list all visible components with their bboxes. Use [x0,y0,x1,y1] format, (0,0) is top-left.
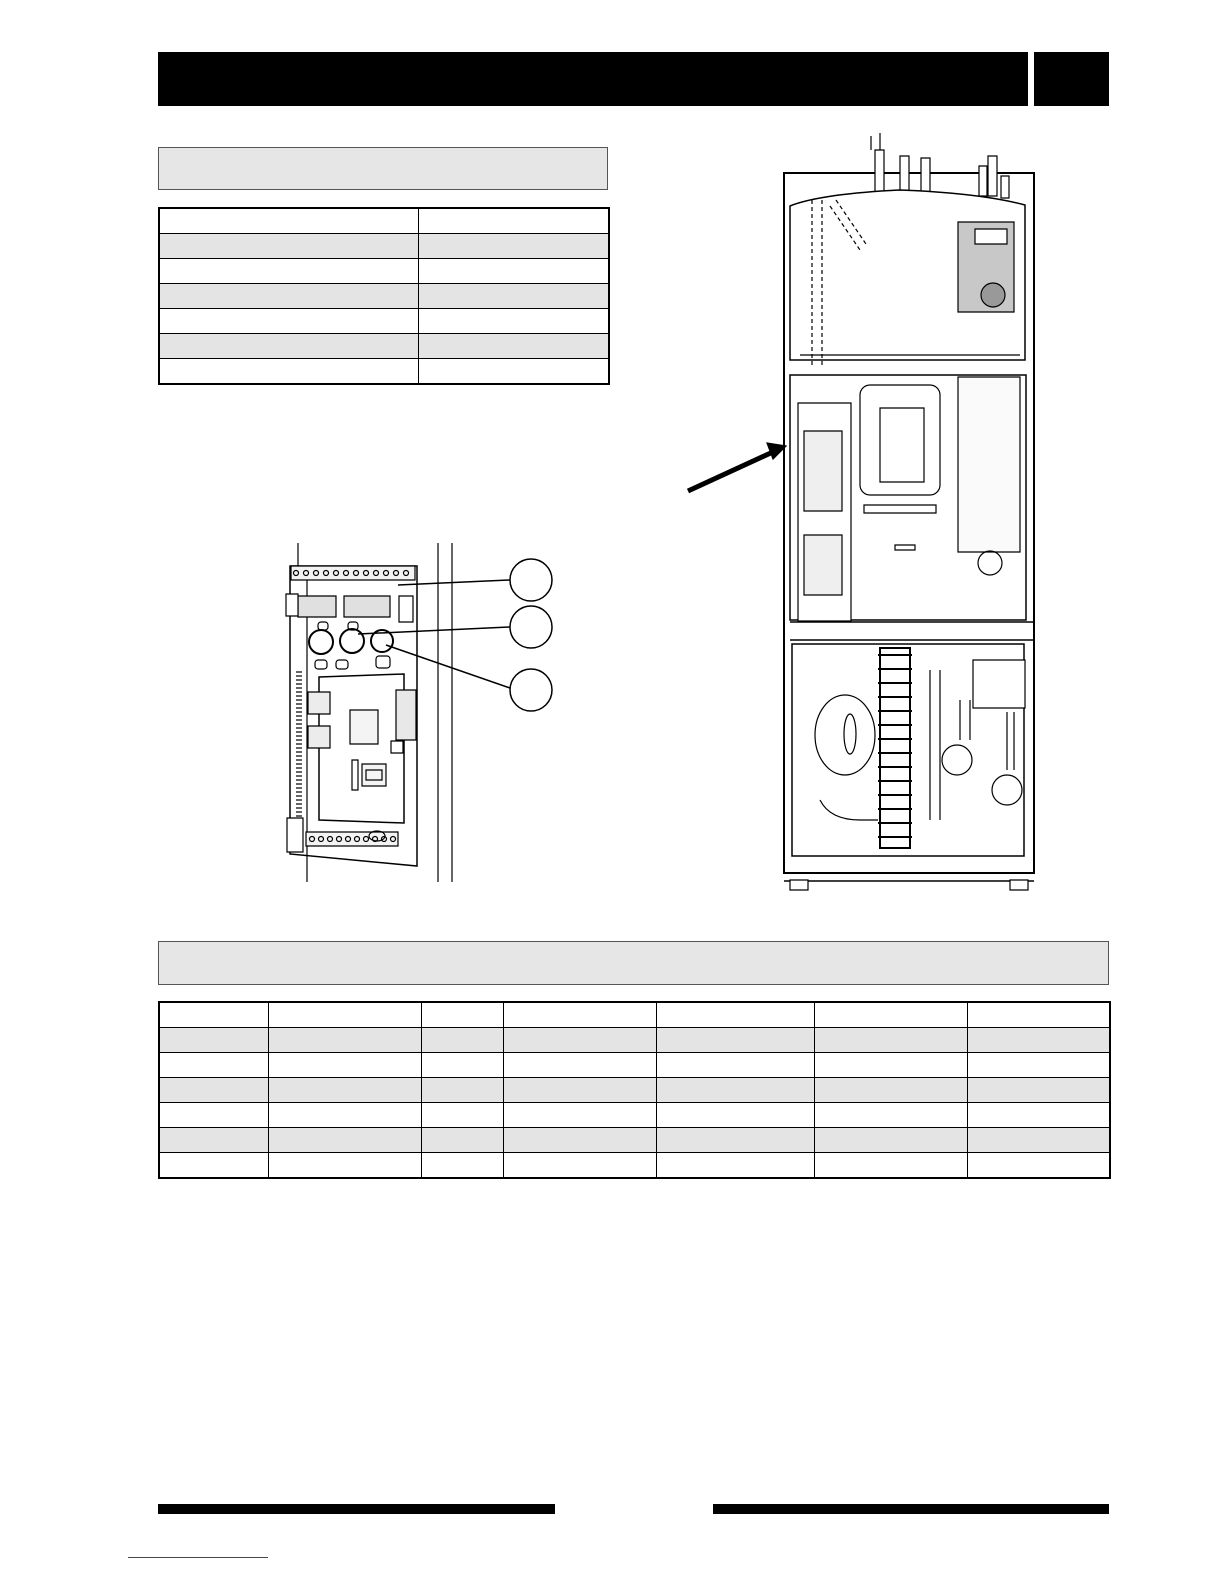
spec-table-cell [268,1153,421,1179]
spec-table-cell [159,1053,268,1078]
spec-table-row [159,1028,1110,1053]
spec-table-cell [421,1002,503,1028]
spec-table-cell [503,1053,656,1078]
spec-table-cell [656,1053,814,1078]
spec-table-cell [421,1153,503,1179]
spec-table-cell [814,1128,967,1153]
spec-table-cell [503,1002,656,1028]
spec-table-cell [503,1078,656,1103]
spec-table-cell [656,1153,814,1179]
pointer-arrow [688,443,786,491]
spec-table-cell [503,1103,656,1128]
spec-table-cell [967,1078,1110,1103]
footer-bar-right [713,1504,1109,1514]
circuit-board-detail [286,543,452,882]
spec-table-cell [503,1128,656,1153]
spec-table-cell [159,1002,268,1028]
spec-table-cell [967,1128,1110,1153]
spec-table-cell [656,1078,814,1103]
spec-table-cell [967,1053,1110,1078]
footer-bar-left [158,1504,555,1514]
spec-table-row [159,1002,1110,1028]
spec-table-cell [967,1153,1110,1179]
spec-table-cell [268,1002,421,1028]
spec-table-row [159,1128,1110,1153]
heat-pump-unit [784,133,1034,890]
spec-table-cell [421,1078,503,1103]
spec-table-cell [159,1128,268,1153]
spec-table-cell [814,1053,967,1078]
spec-table-row [159,1053,1110,1078]
spec-table-cell [159,1103,268,1128]
spec-table-cell [268,1103,421,1128]
spec-table-cell [421,1128,503,1153]
spec-table-cell [159,1153,268,1179]
spec-table-cell [656,1128,814,1153]
spec-table-cell [967,1002,1110,1028]
specification-table [158,1001,1111,1179]
spec-table-cell [656,1028,814,1053]
spec-table-cell [268,1028,421,1053]
spec-table-cell [967,1103,1110,1128]
spec-table-cell [656,1002,814,1028]
spec-table-row [159,1078,1110,1103]
spec-table-row [159,1103,1110,1128]
spec-table-cell [421,1103,503,1128]
spec-table-cell [503,1153,656,1179]
spec-table-cell [159,1078,268,1103]
spec-table-cell [268,1053,421,1078]
spec-table-cell [814,1078,967,1103]
spec-table-cell [268,1078,421,1103]
section-title-box-2 [158,941,1109,985]
spec-table-cell [503,1028,656,1053]
spec-table-cell [656,1103,814,1128]
footer-link[interactable] [128,1557,268,1558]
spec-table-cell [159,1028,268,1053]
spec-table-row [159,1153,1110,1179]
spec-table-cell [814,1002,967,1028]
spec-table-cell [814,1153,967,1179]
spec-table-cell [814,1028,967,1053]
spec-table-cell [421,1053,503,1078]
spec-table-cell [421,1028,503,1053]
spec-table-cell [967,1028,1110,1053]
spec-table-cell [814,1103,967,1128]
spec-table-cell [268,1128,421,1153]
